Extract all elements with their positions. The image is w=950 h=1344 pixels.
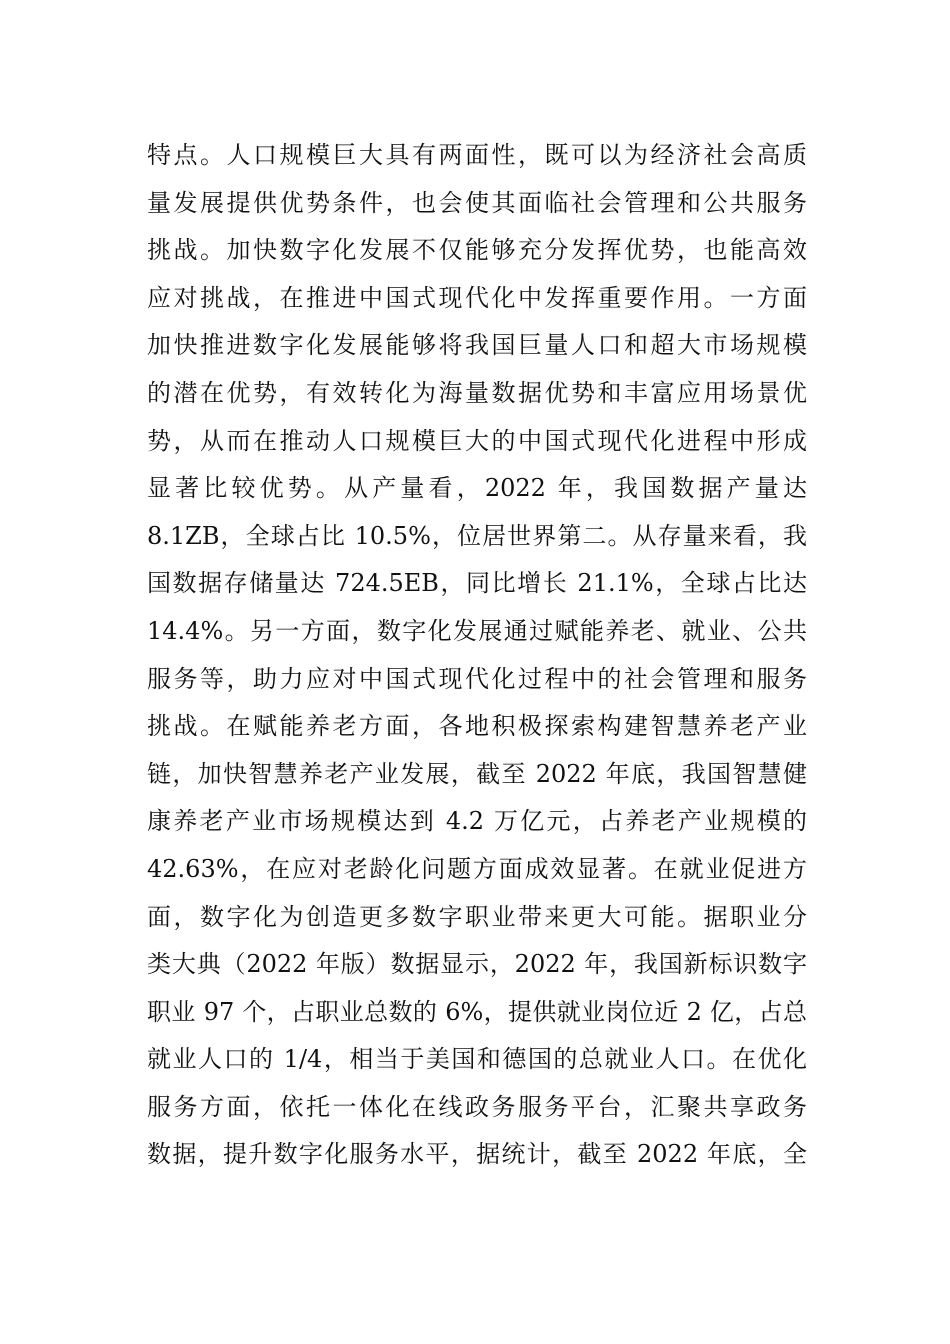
text-line: 的潜在优势，有效转化为海量数据优势和丰富应用场景优 [147, 378, 807, 407]
text-line: 应对挑战，在推进中国式现代化中发挥重要作用。一方面 [147, 283, 807, 312]
text-line: 势，从而在推动人口规模巨大的中国式现代化进程中形成 [147, 426, 807, 455]
text-line: 链，加快智慧养老产业发展，截至 2022 年底，我国智慧健 [147, 759, 807, 788]
text-line: 挑战。加快数字化发展不仅能够充分发挥优势，也能高效 [147, 236, 807, 265]
text-line: 服务等，助力应对中国式现代化过程中的社会管理和服务 [147, 664, 807, 693]
text-line: 加快推进数字化发展能够将我国巨量人口和超大市场规模 [147, 331, 807, 360]
text-line: 康养老产业市场规模达到 4.2 万亿元，占养老产业规模的 [147, 807, 807, 836]
text-line: 职业 97 个，占职业总数的 6%，提供就业岗位近 2 亿，占总 [147, 997, 807, 1026]
text-line: 数据，提升数字化服务水平，据统计，截至 2022 年底，全 [147, 1140, 807, 1169]
text-line: 14.4%。另一方面，数字化发展通过赋能养老、就业、公共 [147, 616, 807, 645]
text-line: 挑战。在赋能养老方面，各地积极探索构建智慧养老产业 [147, 712, 807, 741]
text-line: 量发展提供优势条件，也会使其面临社会管理和公共服务 [147, 188, 807, 217]
text-line: 面，数字化为创造更多数字职业带来更大可能。据职业分 [147, 902, 807, 931]
text-line: 服务方面，依托一体化在线政务服务平台，汇聚共享政务 [147, 1092, 807, 1121]
text-line: 8.1ZB，全球占比 10.5%，位居世界第二。从存量来看，我 [147, 521, 807, 550]
body-paragraph [147, 132, 807, 1179]
text-line: 类大典（2022 年版）数据显示，2022 年，我国新标识数字 [147, 950, 807, 979]
text-line: 显著比较优势。从产量看，2022 年，我国数据产量达 [147, 474, 807, 503]
text-line: 42.63%，在应对老龄化问题方面成效显著。在就业促进方 [147, 854, 807, 883]
text-line: 特点。人口规模巨大具有两面性，既可以为经济社会高质 [147, 141, 807, 169]
text-line: 就业人口的 1/4，相当于美国和德国的总就业人口。在优化 [147, 1045, 807, 1074]
text-line: 国数据存储量达 724.5EB，同比增长 21.1%，全球占比达 [147, 569, 807, 598]
